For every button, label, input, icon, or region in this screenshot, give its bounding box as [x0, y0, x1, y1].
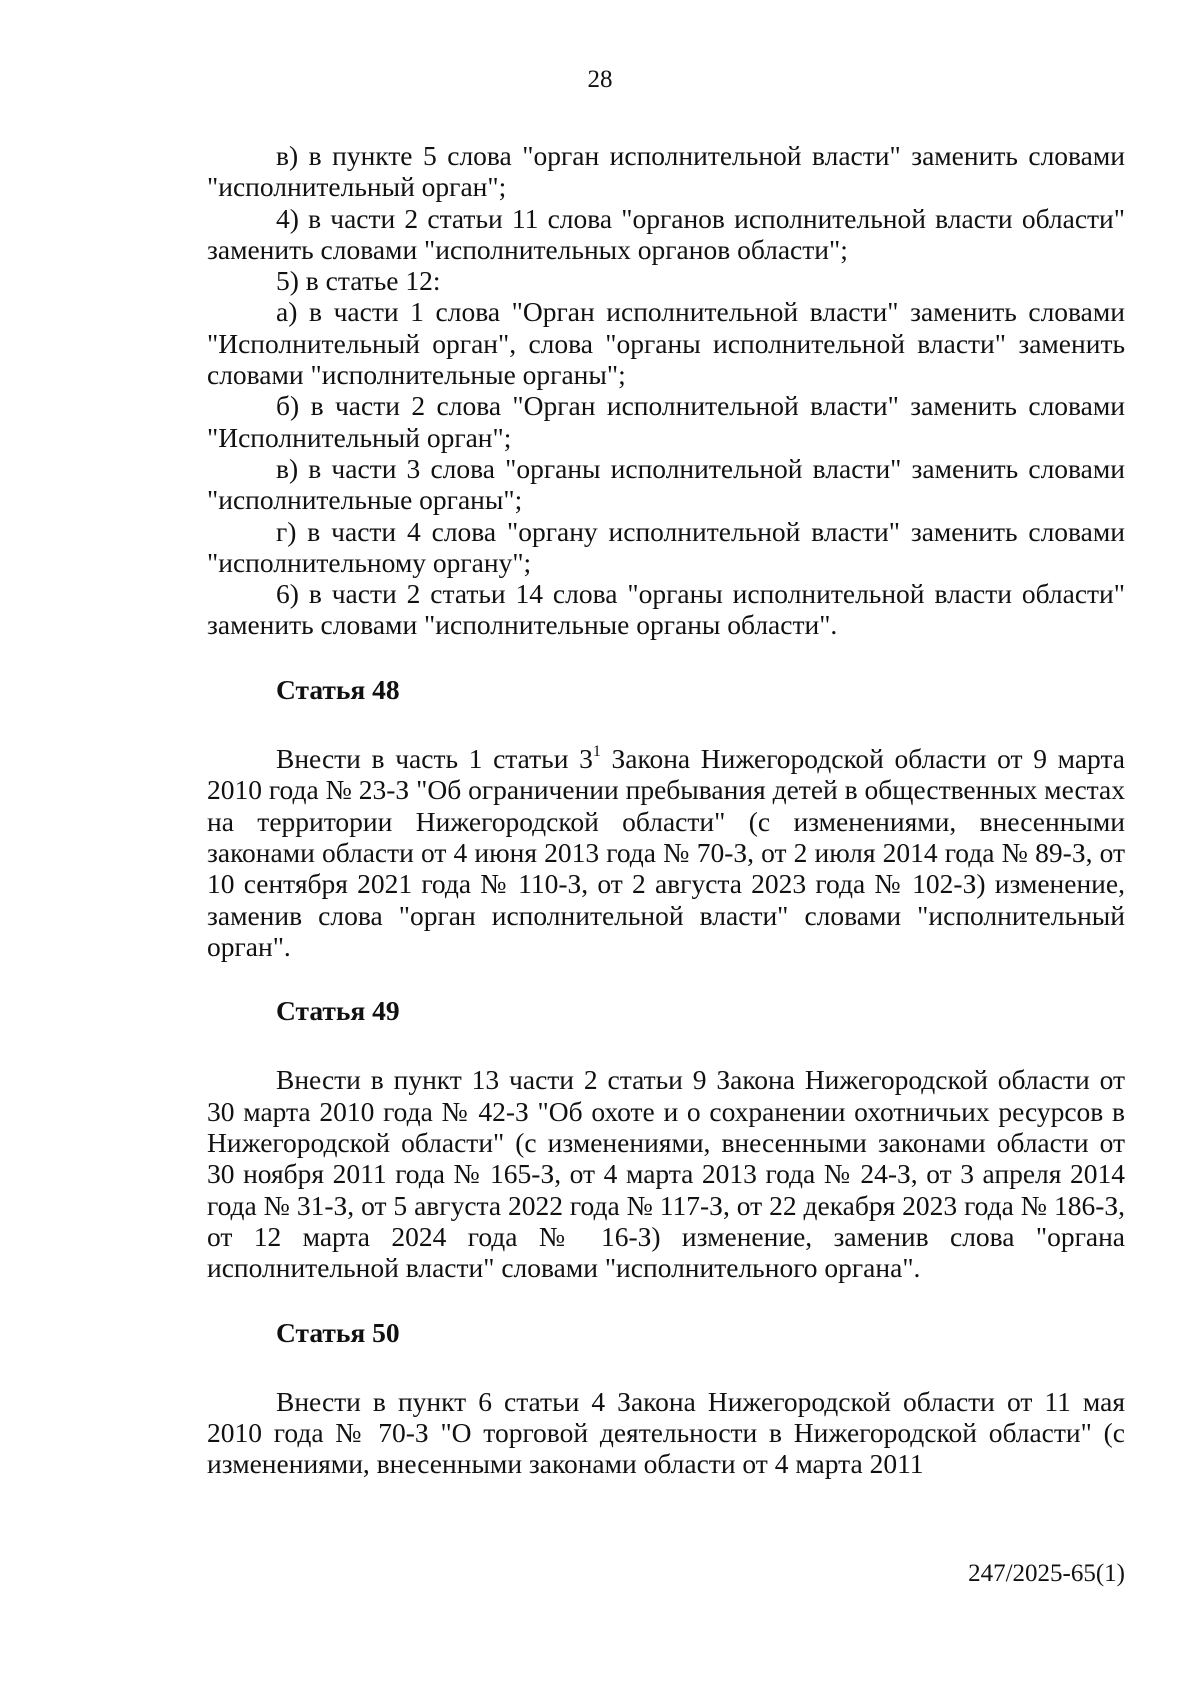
article-50-heading: Статья 50 [276, 1316, 400, 1348]
paragraph-amendment-5: 5) в статье 12: [276, 265, 441, 297]
paragraph-amendment-4: 4) в части 2 статьи 11 слова "органов исполнительной власти области" заменить словами "исполнительных органов области"; [207, 202, 1125, 265]
article-48-heading: Статья 48 [276, 673, 400, 705]
article-49-heading: Статья 49 [276, 995, 400, 1027]
paragraph-amendment-5a: а) в части 1 слова "Орган исполнительной власти" заменить словами "Исполнительный орган", слова "органы исполнительной власти" заменить словами "исполнительные органы"; [207, 296, 1125, 391]
page-number: 28 [587, 66, 613, 93]
article-50-text: Внести в пункт 6 статьи 4 Закона Нижегородской области от 11 мая 2010 года № 70-З "О торговой деятельности в Нижегородской области" (с изменениями, внесенными законами области от 4 марта 2011 [207, 1385, 1125, 1480]
document-code: 247/2025-65(1) [968, 1560, 1125, 1587]
paragraph-amendment-5b: б) в части 2 слова "Орган исполнительной власти" заменить словами "Исполнительный орган"; [207, 390, 1125, 453]
paragraph-amendment-v-point5: в) в пункте 5 слова "орган исполнительной власти" заменить словами "исполнительный орган"; [207, 140, 1125, 203]
article-49-text: Внести в пункт 13 части 2 статьи 9 Закона Нижегородской области от 30 марта 2010 года № 42-З "Об охоте и о сохранении охотничьих ресурсов в Нижегородской области" (с изменениями, внесенными законами области от 30 ноября 2011 года № 165-З, от 4 марта 2013 года № 24-З, от 3 апреля 2014 года № 31-З, от 5 августа 2022 года № 117-З, от 22 декабря 2023 года № 186-З, от 12 марта 2024 года № 16-З) изменение, заменив слова "органа исполнительной власти" словами "исполнительного органа". [207, 1064, 1125, 1284]
article-48-text-start: Внести в часть 1 статьи 3 [276, 743, 593, 775]
article-48-superscript: 1 [592, 742, 601, 760]
article-48-text [207, 743, 1125, 962]
paragraph-amendment-6: 6) в части 2 статьи 14 слова "органы исполнительной власти области" заменить словами "исполнительные органы области". [207, 578, 1125, 641]
article-48-text-end: Закона Нижегородской области от 9 марта 2010 года № 23-З "Об ограничении пребывания детей в общественных местах на территории Нижегородской области" (с изменениями, внесенными законами области от 4 июня 2013 года № 70-З, от 2 июля 2014 года № 89-З, от 10 сентября 2021 года № 110-З, от 2 августа 2023 года № 102-З) изменение, заменив слова "орган исполнительной власти" словами "исполнительный орган". [207, 743, 1126, 962]
paragraph-amendment-5g: г) в части 4 слова "органу исполнительной власти" заменить словами "исполнительному органу"; [207, 515, 1125, 578]
paragraph-amendment-5v: в) в части 3 слова "органы исполнительной власти" заменить словами "исполнительные органы"; [207, 452, 1125, 516]
document-body [207, 140, 1125, 1480]
